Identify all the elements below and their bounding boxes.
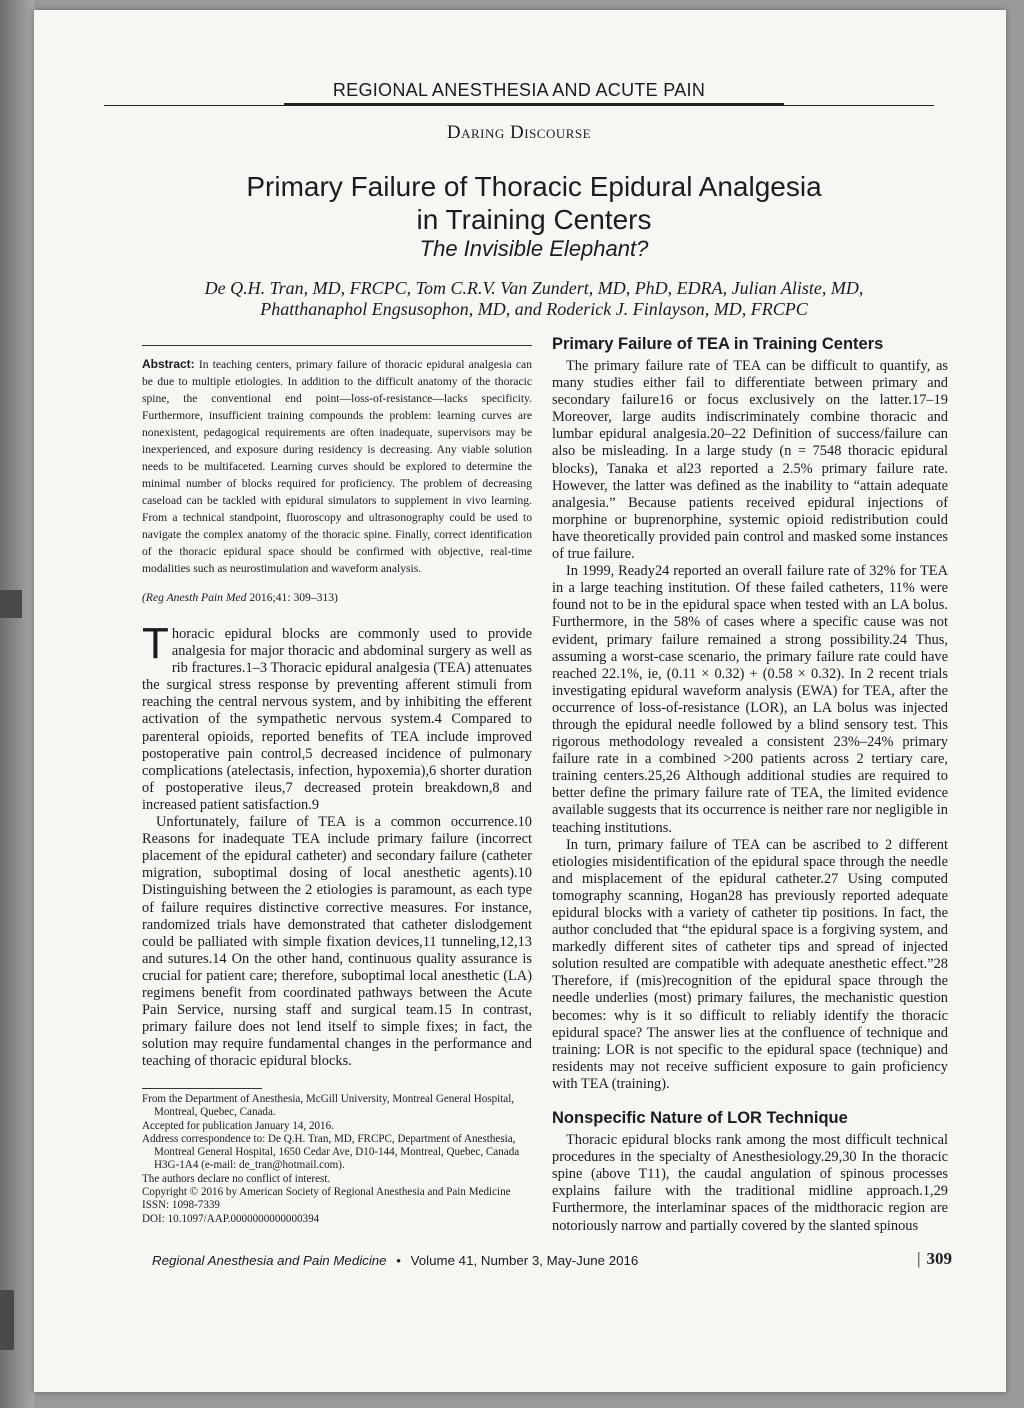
right-column [552,335,948,1235]
abstract-text: In teaching centers, primary failure of thoracic epidural analgesia can be due to multiple etiologies. In addition to the difficult anatomy of the thoracic spine, the conventional end point—loss-of-resistance—lacks specificity. Furthermore, insufficient training compounds the problem: learning curves are nonexistent, pedagogical requirements are often inadequate, supervisors may be inexperienced, and exposure during residency is decreasing. Any viable solution needs to be multifaceted. Learning curves should be explored to determine the minimal number of blocks required for proficiency. The problem of decreasing caseload can be tackled with epidural simulators to supplement in vivo learning. From a technical standpoint, fluoroscopy and ultrasonography could be used to navigate the complex anatomy of the thoracic spine. Finally, correct identification of the thoracic epidural space should be confirmed with objective, real-time modalities such as neurostimulation and waveform analysis. [142,358,532,575]
abstract [142,356,532,577]
footnote-rule [142,1088,262,1089]
footnote: From the Department of Anesthesia, McGill University, Montreal General Hospital, Montreal, Quebec, Canada. [142,1093,515,1119]
header-rule-accent [284,103,784,106]
body-paragraph: Thoracic epidural blocks rank among the most difficult technical procedures in the specialty of Anesthesiology.29,30 In the thoracic spine (above T11), the caudal angulation of spinous processes explains failure with the traditional midline approach.1,29 Furthermore, the interlaminar spaces of the midthoracic region are notoriously narrow and partially covered by the slanted spinous [552,1132,948,1234]
paragraph-text: horacic epidural blocks are commonly used to provide analgesia for major thoracic and abdominal surgery as well as rib fractures.1–3 Thoracic epidural analgesia (TEA) attenuates the surgical stress response by preventing afferent stimuli from reaching the central nervous system, and by inhibiting the efferent activation of the sympathetic nervous system.4 Compared to parenteral opioids, reported benefits of TEA include improved postoperative pain control,5 decreased incidence of pulmonary complications (atelectasis, infection, hypoxemia),6 shorter duration of postoperative ileus,7 decreased protein breakdown,8 and increased patient satisfaction.9 [142,626,532,813]
article-title [174,170,894,236]
scan-mark [0,590,22,618]
footnote: The authors declare no conflict of interest. [142,1172,331,1185]
article-category: Daring Discourse [446,122,592,143]
section-heading: Primary Failure of TEA in Training Centers [552,335,884,353]
footnote: Accepted for publication January 14, 2016. [142,1119,334,1132]
footnote: Copyright © 2016 by American Society of Regional Anesthesia and Pain Medicine [142,1186,511,1199]
title-line: in Training Centers [416,204,652,235]
body-paragraph: Unfortunately, failure of TEA is a common occurrence.10 Reasons for inadequate TEA include primary failure (incorrect placement of the epidural catheter) and secondary failure (catheter migration, suboptimal dosing of local anesthetic agents).10 Distinguishing between the 2 etiologies is paramount, as each type of failure requires distinctive corrective measures. For instance, randomized trials have demonstrated that catheter dislodgement could be palliated with simple fixation devices,11 tunneling,12,13 and sutures.14 On the other hand, continuous quality assurance is crucial for patient care; therefore, suboptimal local anesthetic (LA) regimens benefit from coordinated pathways between the Acute Pain Service, nursing staff and surgical team.15 In contrast, primary failure does not lend itself to simple fixes; in fact, the solution may require fundamental changes in the performance and teaching of thoracic epidural blocks. [142,814,532,1070]
abstract-rule [142,345,532,346]
author-line: De Q.H. Tran, MD, FRCPC, Tom C.R.V. Van Zundert, MD, PhD, EDRA, Julian Aliste, MD, [204,278,864,298]
journal-page [34,10,1006,1392]
drop-cap: T [142,619,169,668]
author-line: Phatthanaphol Engsusophon, MD, and Roderick J. Finlayson, MD, FRCPC [260,299,808,319]
body-paragraph: The primary failure rate of TEA can be difficult to quantify, as many studies either fail to differentiate between primary and secondary failure16 or focus exclusively on the latter.17–19 Moreover, large audits indiscriminately combine thoracic and lumbar epidural analgesia.20–22 Definition of success/failure can also be misleading. In a large study (n = 7548 thoracic epidural blocks), Tanaka et al23 reported a 2.5% primary failure rate. However, the latter was defined as the inability to “attain adequate analgesia.” Because patients received epidural injections of morphine or buprenorphine, systemic opioid redistribution could have theoretically provided pain control and masked some instances of true failure. [552,358,948,563]
citation [142,591,532,604]
body-paragraph [142,619,532,814]
page-number-value: 309 [926,1249,952,1268]
page-footer [152,1249,952,1268]
section-heading: Nonspecific Nature of LOR Technique [552,1109,848,1128]
body-paragraph: In turn, primary failure of TEA can be ascribed to 2 different etiologies misidentification of the epidural space through the needle and misplacement of the epidural catheter.27 Using computed tomography scanning, Hogan28 has previously reported adequate epidural blocks with a variety of catheter tip positions. In fact, the author concluded that “the epidural space is a forgiving system, and markedly different sites of catheter tips and spread of injected solution resulted are compatible with adequate anesthetic effect.”28 Therefore, if (mis)recognition of the epidural space through the needle underlies (most) primary failures, the mechanistic question becomes: why is it so difficult to reliably identify the thoracic epidural space? The answer lies at the confluence of technique and training: LOR is not specific to the epidural space (technique) and residents may not receive sufficient exposure to gain proficiency with TEA (training). [552,836,948,1092]
citation-journal: (Reg Anesth Pain Med [142,591,247,604]
abstract-label: Abstract: [142,357,195,371]
left-column [142,345,532,1070]
footnote: ISSN: 1098-7339 [142,1199,220,1212]
footnotes [142,1088,538,1226]
body-paragraph: In 1999, Ready24 reported an overall failure rate of 32% for TEA in a large teaching institution. Of these failed catheters, 11% were found not to be in the epidural space when tested with an LA bolus. Furthermore, in the 58% of cases where a specific cause was not evident, primary failure remained a strong possibility.24 Thus, assuming a worst-case scenario, the primary failure rate could have reached 22.1%, ie, (0.11 × 0.32) + (0.58 × 0.32). In 2 recent trials investigating epidural waveform analysis (EWA) for TEA, after the occurrence of loss-of-resistance (LOR), an LA bolus was injected through the epidural needle followed by a blind sensory test. This rigorous methodology revealed a consistent 23%–24% primary failure rate in a combined >200 patients across 2 tertiary care, training centers.25,26 Although additional studies are required to better define the primary failure rate of TEA, the limited evidence available suggests that its occurrence is neither rare nor negligible in teaching institutions. [552,563,948,836]
footnote: DOI: 10.1097/AAP.0000000000000394 [142,1212,320,1225]
footer-volume: Volume 41, Number 3, May-June 2016 [410,1253,639,1268]
footnote: Address correspondence to: De Q.H. Tran, MD, FRCPC, Department of Anesthesia, Montreal General Hospital, 1650 Cedar Ave, D10-144, Montreal, Quebec, Canada H3G-1A4 (e-mail: de_tran@hotmail.com). [142,1132,520,1172]
footer-bullet: • [396,1253,401,1268]
journal-section-header: REGIONAL ANESTHESIA AND ACUTE PAIN [332,80,706,100]
scan-edge [0,0,34,1408]
article-subtitle: The Invisible Elephant? [419,236,649,261]
footer-journal: Regional Anesthesia and Pain Medicine [152,1253,387,1268]
page-number [917,1249,952,1269]
title-line: Primary Failure of Thoracic Epidural Analgesia [246,171,822,202]
scan-mark [0,1290,14,1350]
page-number-bar: | [917,1249,921,1268]
citation-details: 2016;41: 309–313) [246,591,338,604]
author-list [184,278,884,320]
